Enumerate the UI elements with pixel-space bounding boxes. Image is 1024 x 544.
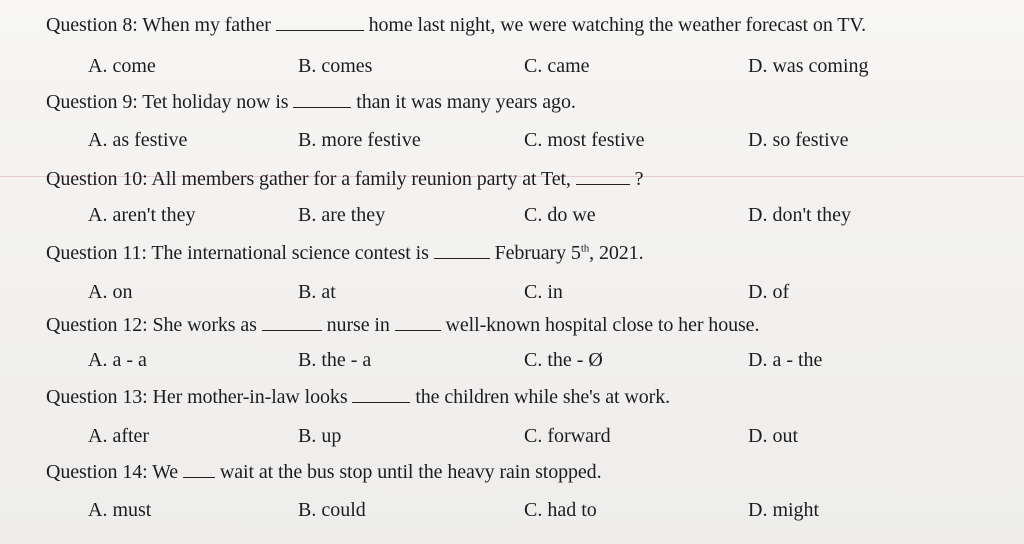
- question-text: , 2021.: [589, 242, 644, 264]
- question-label: Question 11:: [46, 242, 147, 264]
- answer-blank: [352, 401, 410, 403]
- answer-blank: [395, 329, 441, 331]
- question-text: wait at the bus stop until the heavy rain stopped.: [219, 461, 602, 483]
- question-13: [46, 386, 670, 409]
- question-label: Question 8:: [46, 14, 138, 36]
- question-label: Question 14:: [46, 461, 148, 483]
- question-14: [46, 461, 601, 484]
- question-text: than it was many years ago.: [356, 91, 576, 113]
- question-text: Her mother-in-law looks: [152, 386, 348, 408]
- question-label: Question 12:: [46, 314, 148, 336]
- option-c: C. came: [524, 55, 590, 77]
- option-b: B. more festive: [298, 129, 421, 151]
- option-c: C. had to: [524, 499, 597, 521]
- option-b: B. up: [298, 425, 342, 447]
- option-d: D. so festive: [748, 129, 849, 151]
- option-d: D. don't they: [748, 204, 852, 226]
- answer-blank: [576, 183, 630, 185]
- question-label: Question 13:: [46, 386, 148, 408]
- answer-blank: [183, 476, 215, 478]
- option-d: D. out: [748, 425, 798, 447]
- option-a: A. as festive: [88, 129, 188, 151]
- option-a: A. a - a: [88, 349, 147, 371]
- option-b: B. at: [298, 281, 336, 303]
- option-c: C. most festive: [524, 129, 645, 151]
- option-d: D. was coming: [748, 55, 869, 77]
- option-a: A. must: [88, 499, 152, 521]
- question-text: the children while she's at work.: [415, 386, 671, 408]
- question-12: [46, 314, 759, 337]
- question-text: When my father: [142, 14, 271, 36]
- question-8: [46, 14, 866, 37]
- question-text: home last night, we were watching the weather forecast on TV.: [368, 14, 867, 36]
- option-b: B. are they: [298, 204, 386, 226]
- option-c: C. forward: [524, 425, 611, 447]
- question-text: All members gather for a family reunion party at Tet,: [151, 168, 571, 190]
- answer-blank: [276, 29, 364, 31]
- question-9: [46, 91, 576, 114]
- question-text: We: [152, 461, 179, 483]
- option-c: C. do we: [524, 204, 596, 226]
- option-d: D. of: [748, 281, 790, 303]
- answer-blank: [434, 257, 490, 259]
- answer-blank: [262, 329, 322, 331]
- ordinal-suffix: th: [580, 242, 590, 255]
- question-text: February 5: [494, 242, 581, 264]
- option-c: C. in: [524, 281, 563, 303]
- option-c: C. the - Ø: [524, 349, 603, 371]
- option-b: B. comes: [298, 55, 373, 77]
- option-a: A. aren't they: [88, 204, 196, 226]
- question-text: nurse in: [326, 314, 390, 336]
- option-b: B. the - a: [298, 349, 372, 371]
- question-text: well-known hospital close to her house.: [445, 314, 760, 336]
- question-text: The international science contest is: [151, 242, 429, 264]
- option-d: D. a - the: [748, 349, 823, 371]
- option-a: A. come: [88, 55, 156, 77]
- option-a: A. on: [88, 281, 133, 303]
- question-text: ?: [634, 168, 644, 190]
- option-a: A. after: [88, 425, 150, 447]
- question-11: [46, 242, 643, 265]
- answer-blank: [293, 106, 351, 108]
- question-label: Question 10:: [46, 168, 148, 190]
- option-b: B. could: [298, 499, 366, 521]
- question-label: Question 9:: [46, 91, 138, 113]
- question-text: Tet holiday now is: [142, 91, 289, 113]
- question-10: [46, 168, 643, 191]
- question-text: She works as: [152, 314, 257, 336]
- option-d: D. might: [748, 499, 820, 521]
